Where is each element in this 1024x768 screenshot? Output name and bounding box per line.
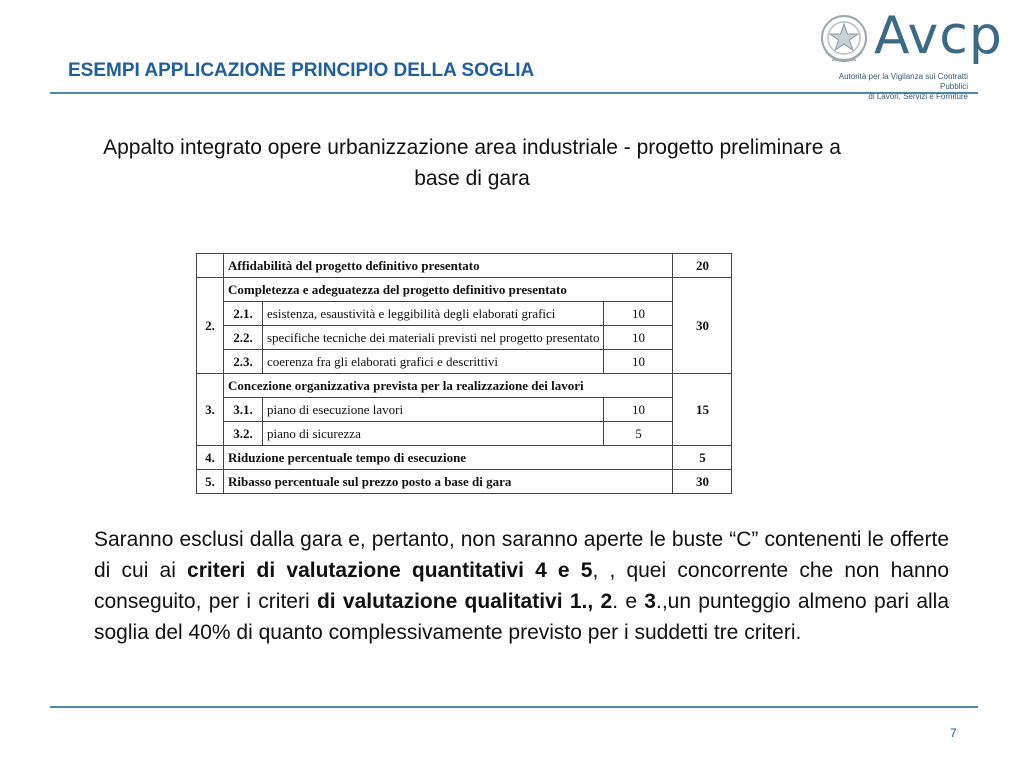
criterion-number: 4. [197,446,224,470]
criterion-number: 3. [197,374,224,446]
criterion-label: Riduzione percentuale tempo di esecuzione [224,446,673,470]
paragraph-emphasis: criteri di valutazione quantitativi 4 e 5 [187,559,593,582]
italian-emblem-icon [818,12,870,68]
table-row [197,254,732,278]
logo-wordmark: Avcp [874,6,1003,66]
subcriterion-text: piano di esecuzione lavori [263,398,604,422]
table-row [197,470,732,494]
explanation-paragraph [94,524,949,648]
table-row [197,374,732,398]
criterion-total: 20 [673,254,732,278]
page-number: 7 [950,726,957,740]
logo-subtitle [818,72,968,102]
paragraph-text: Saranno esclusi dalla gara e, pertanto, non saranno aperte le buste “C” contenenti le offerte di cui ai [94,528,949,582]
criterion-number: 2. [197,278,224,374]
criterion-number: 5. [197,470,224,494]
table-row [197,422,732,446]
slide-subtitle: Appalto integrato opere urbanizzazione area industriale - progetto preliminare a base di gara [103,136,841,190]
subcriterion-text: specifiche tecniche dei materiali previsti nel progetto presentato [263,326,604,350]
avcp-logo [818,6,1008,101]
subcriterion-points: 10 [604,350,673,374]
subcriterion-text: piano di sicurezza [263,422,604,446]
criterion-label: Affidabilità del progetto definitivo presentato [224,254,673,278]
subcriterion-points: 10 [604,398,673,422]
subcriterion-text: esistenza, esaustività e leggibilità degli elaborati grafici [263,302,604,326]
criterion-total: 15 [673,374,732,446]
table-row [197,350,732,374]
paragraph-emphasis: di valutazione qualitativi 1., 2 [316,590,613,613]
subcriterion-points: 10 [604,326,673,350]
paragraph-text: .,un punteggio almeno pari alla soglia del 40% di quanto complessivamente previsto per i suddetti tre criteri. [94,590,950,644]
footer-divider [50,706,978,708]
subcriterion-code: 2.2. [224,326,263,350]
criteria-table [196,253,732,494]
table-row [197,398,732,422]
subcriterion-text: coerenza fra gli elaborati grafici e descrittivi [263,350,604,374]
paragraph-text: . e [612,590,645,613]
table-row [197,446,732,470]
table-row [197,326,732,350]
subcriterion-points: 5 [604,422,673,446]
subcriterion-code: 2.1. [224,302,263,326]
subcriterion-code: 3.2. [224,422,263,446]
paragraph-text: , , quei concorrente che non hanno conseguito, per i criteri [94,559,949,613]
criterion-label: Concezione organizzativa prevista per la realizzazione dei lavori [224,374,673,398]
criterion-label: Ribasso percentuale sul prezzo posto a base di gara [224,470,673,494]
subcriterion-code: 3.1. [224,398,263,422]
criterion-total: 30 [673,278,732,374]
criterion-number [197,254,224,278]
logo-subtitle-line: Autorità per la Vigilanza sui Contratti Pubblici [838,72,968,91]
paragraph-emphasis: 3 [644,590,656,613]
criterion-label: Completezza e adeguatezza del progetto definitivo presentato [224,278,673,302]
subcriterion-points: 10 [604,302,673,326]
criterion-total: 5 [673,446,732,470]
logo-subtitle-line: di Lavori, Servizi e Forniture [868,92,968,101]
table-row [197,278,732,302]
table-row [197,302,732,326]
subcriterion-code: 2.3. [224,350,263,374]
criterion-total: 30 [673,470,732,494]
slide-title: ESEMPI APPLICAZIONE PRINCIPIO DELLA SOGLIA [68,60,535,81]
